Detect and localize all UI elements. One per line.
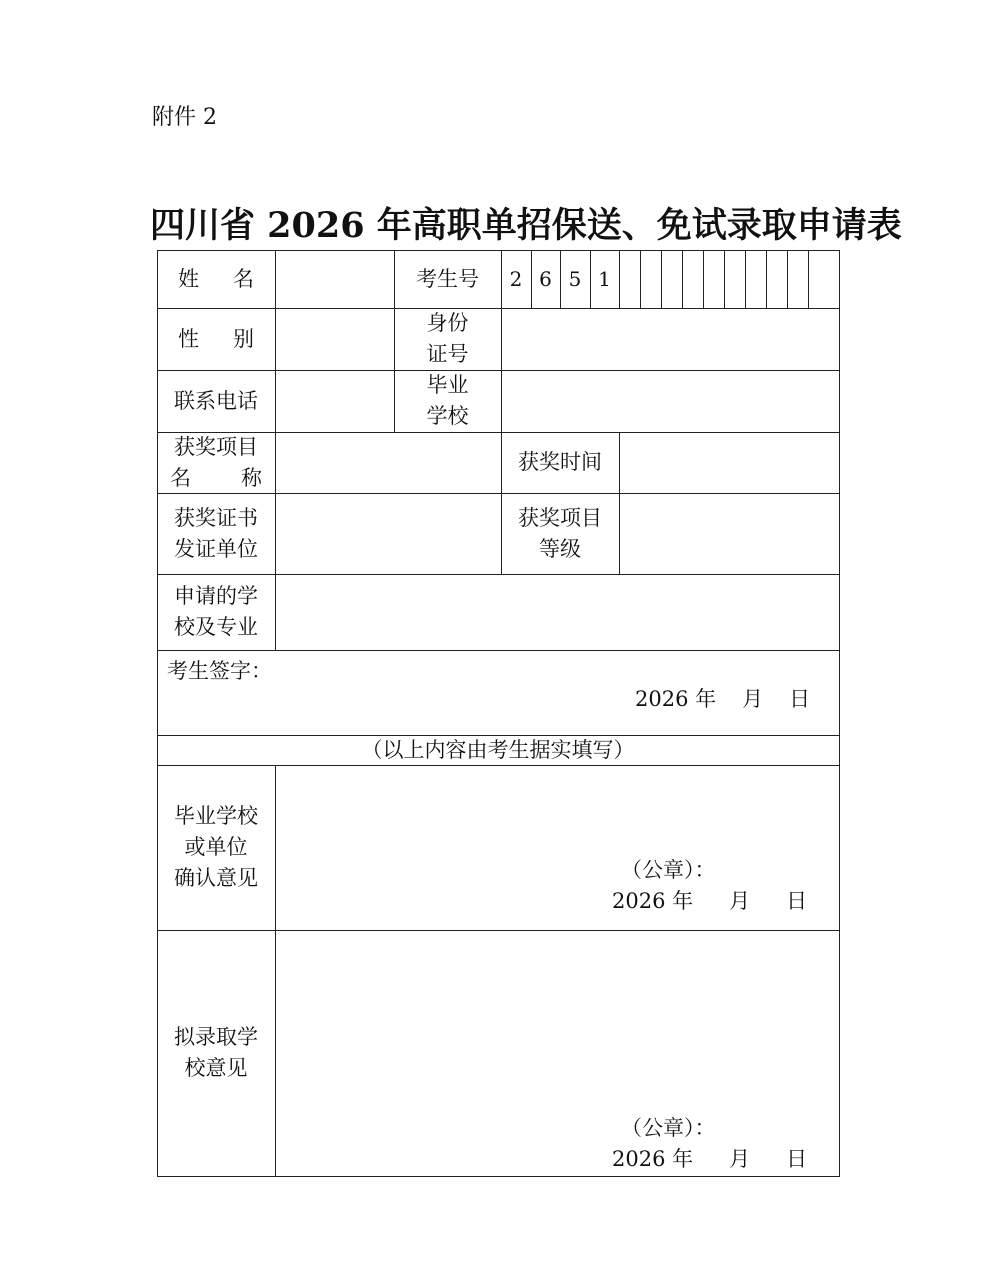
exam-digit-box[interactable]	[766, 250, 787, 308]
id-number-label: 身份 证号	[426, 311, 469, 366]
certificate-issuer-field[interactable]	[276, 493, 501, 574]
graduation-school-label: 毕业 学校	[426, 373, 469, 428]
exam-number-label: 考生号	[416, 266, 479, 291]
gender-label: 性 别	[178, 326, 254, 351]
school-confirmation-label: 毕业学校 或单位 确认意见	[174, 804, 258, 890]
exam-digit-box[interactable]	[703, 250, 724, 308]
phone-field[interactable]	[276, 370, 394, 432]
confirmation-date: 2026 年 月 日	[612, 889, 808, 913]
award-time-label: 获奖时间	[518, 450, 602, 474]
award-level-label: 获奖项目 等级	[518, 505, 602, 561]
exam-digit-box[interactable]	[787, 250, 808, 308]
attachment-label: 附件 2	[152, 105, 217, 130]
exam-digit-box[interactable]	[724, 250, 745, 308]
admitting-school-opinion-label: 拟录取学 校意见	[174, 1025, 258, 1080]
official-seal-label: （公章）：	[621, 858, 716, 882]
admitting-school-opinion-field[interactable]	[276, 931, 839, 1176]
admission-date: 2026 年 月 日	[612, 1147, 808, 1171]
exam-digit-box[interactable]	[661, 250, 682, 308]
exam-digit-box[interactable]	[619, 250, 640, 308]
signature-date: 2026 年 月 日	[635, 687, 811, 711]
award-name-field[interactable]	[276, 432, 501, 493]
award-time-field[interactable]	[620, 432, 839, 493]
certificate-issuer-label: 获奖证书 发证单位	[174, 505, 258, 561]
application-form-table	[157, 250, 840, 1177]
exam-digit-box[interactable]	[640, 250, 661, 308]
applied-school-major-label: 申请的学 校及专业	[174, 584, 258, 639]
exam-digit-box[interactable]: 1	[598, 267, 611, 291]
graduation-school-field[interactable]	[502, 370, 839, 432]
award-level-field[interactable]	[620, 493, 839, 574]
gender-field[interactable]	[276, 308, 394, 370]
applied-school-major-field[interactable]	[276, 574, 839, 650]
id-number-field[interactable]	[502, 308, 839, 370]
official-seal-label: （公章）：	[621, 1116, 716, 1140]
signature-label: 考生签字：	[167, 659, 272, 683]
fill-note: （以上内容由考生据实填写）	[361, 737, 635, 762]
award-name-label: 获奖项目 名 称	[170, 434, 262, 490]
name-label: 姓 名	[178, 266, 254, 291]
exam-digit-box[interactable]	[682, 250, 703, 308]
name-field[interactable]	[276, 250, 394, 308]
exam-digit-box[interactable]	[745, 250, 766, 308]
form-title: 四川省 2026 年高职单招保送、免试录取申请表	[150, 205, 902, 246]
exam-digit-box[interactable]: 2	[509, 267, 523, 291]
phone-label: 联系电话	[174, 388, 258, 413]
exam-digit-box[interactable]: 5	[568, 267, 582, 291]
exam-digit-box[interactable]: 6	[539, 267, 552, 291]
